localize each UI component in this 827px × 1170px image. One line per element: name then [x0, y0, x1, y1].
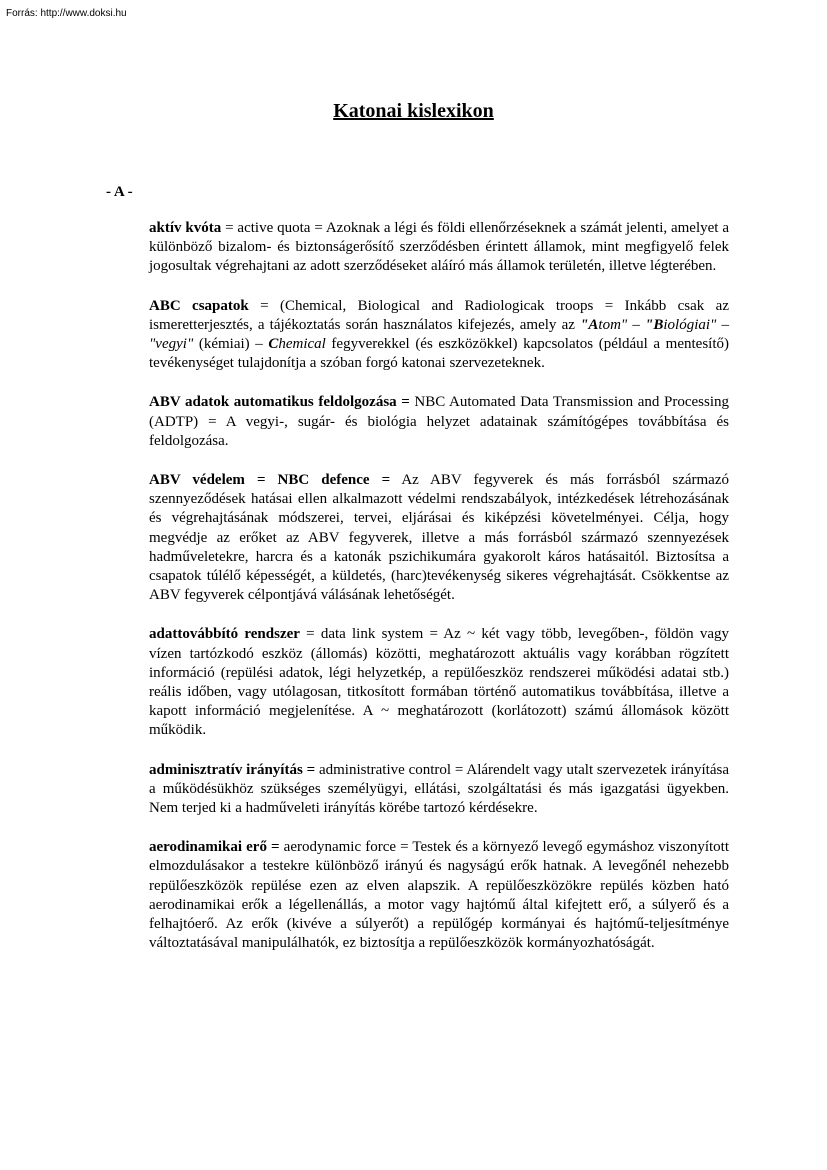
emphasis-chemical-rest: hemical	[278, 336, 326, 353]
emphasis-biologiai-rest: iológiai"	[663, 316, 717, 333]
entry-definition: (kémiai) –	[193, 336, 269, 353]
entry-aktiv-kvota	[149, 219, 729, 277]
emphasis-vegyi: "vegyi"	[149, 336, 194, 353]
entry-term: adminisztratív irányítás =	[149, 761, 316, 778]
entry-term: aktív kvóta	[149, 220, 222, 236]
page-title: Katonai kislexikon	[333, 100, 494, 122]
emphasis-biologiai-letter: "B	[645, 316, 664, 333]
entry-aerodinamikai-ero	[149, 838, 729, 953]
entry-definition: NBC Automated Data Transmission and Processing (ADTP) = A vegyi-, sugár- és biológia helyzet adatainak számítógépes továbbítása és feldolgozása.	[149, 394, 729, 449]
entry-adattovabbito-rendszer	[149, 625, 729, 740]
entry-definition: fegyverekkel (és eszközökkel) kapcsolatos (például a mentesítő) tevékenységet tulajdonítja a szóban forgó katonai szervezeteknek.	[149, 336, 730, 372]
entry-definition: = active quota = Azoknak a légi és földi ellenőrzéseknek a számát jelenti, amelyet a különböző bizalom- és biztonságerősítő szerződésben érintett államok, mint megfigyelő felek jogosultak végrehajtani az adott szerződéseket aláíró más államok területén, illetve légterében.	[149, 220, 729, 275]
entry-abv-adatok	[149, 393, 729, 451]
entry-term: aerodinamikai erő =	[149, 839, 280, 856]
emphasis-atom-rest: tom"	[598, 316, 628, 333]
emphasis-atom-letter: "A	[580, 316, 599, 333]
entry-term: ABV védelem = NBC defence =	[149, 472, 391, 489]
section-letter: - A -	[106, 184, 133, 200]
entry-abv-vedelem	[149, 471, 729, 605]
source-note: Forrás: http://www.doksi.hu	[6, 8, 127, 19]
entry-definition: Az ABV fegyverek és más forrásból származó szennyeződések hatásai ellen alkalmazott védelmi rendszabályok, intézkedések létrehozásának és végrehajtásának módszerei, tervei, eljárásai és kiképzési követelményei. Célja, hogy megvédje az erőket az ABV fegyverek, illetve a más forrásból származó szennyezések hadműveletekre, harcra és a katonák pszichikumára gyakorolt káros hatásaitól. Biztosítsa a csapatok túlélő képességét, a küldetés, (harc)tevékenység sikeres végrehajtását. Csökkentse az ABV fegyverek célpontjává válásának lehetőségét.	[149, 472, 729, 604]
entry-definition: –	[716, 316, 729, 333]
entry-definition: –	[627, 316, 646, 333]
entry-definition: aerodynamic force = Testek és a környező levegő egymáshoz viszonyított elmozdulásakor a testekre különböző irányú és nagyságú erők hatnak. A levegőnél nehezebb repülőeszközök repülése ezen az elven alapszik. A repülőeszközökre repülés közben ható aerodinamikai erők a légellenállás, a motor vagy hajtómű által kifejtett erő, a súlyerő és a felhajtóerő. Az erők (kivéve a súlyerőt) a repülőgép kormányai és hajtómű-teljesítménye változtatásával manipulálhatók, ez biztosítja a repülőeszközök kormányozhatóságát.	[149, 839, 729, 952]
entry-definition: = (Chemical, Biological and Radiologicak troops = Inkább csak az ismeretterjesztés, a tájékoztatás során használatos kifejezés, amely az	[149, 297, 729, 333]
entry-term: adattovábbító rendszer	[149, 626, 300, 643]
entry-term: ABC csapatok	[149, 297, 249, 314]
entry-list	[149, 219, 729, 974]
entry-definition: = data link system = Az ~ két vagy több, levegőben-, földön vagy vízen tartózkodó eszköz (állomás) közötti, meghatározott aktuális vagy korábban rögzített információ (repülési adatok, légi helyzetkép, a repülőeszköz rendszerei működési adatai stb.) reális időben, vagy utólagosan, titkosított formában történő automatikus továbbítása, illetve a kapott információ megjelenítése. A ~ meghatározott (korlátozott) számú állomások között működik.	[149, 626, 729, 739]
emphasis-chemical-letter: C	[268, 336, 279, 353]
entry-adminisztrativ-iranyitas	[149, 761, 729, 819]
entry-abc-csapatok	[149, 297, 729, 374]
entry-term: ABV adatok automatikus feldolgozása =	[149, 394, 410, 411]
entry-definition: administrative control = Alárendelt vagy utalt szervezetek irányítása a működésükhöz szükséges személyügyi, ellátási, szolgáltatási és más igazgatási ügyekben. Nem terjed ki a hadműveleti irányítás körébe tartozó kérdésekre.	[149, 761, 729, 817]
